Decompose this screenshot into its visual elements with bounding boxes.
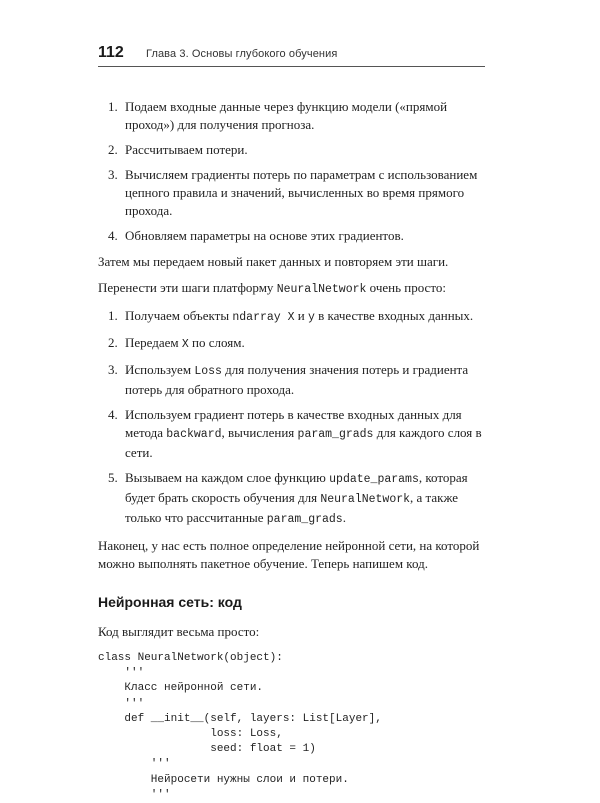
page-header	[98, 44, 485, 68]
chapter-title: Глава 3. Основы глубокого обучения	[146, 48, 338, 60]
page-number: 112	[98, 44, 124, 61]
paragraph: Наконец, у нас есть полное определение нейронной сети, на которой можно выполнять пакетное обучение. Теперь напишем код.	[98, 538, 480, 571]
list-item: 2. Рассчитываем потери.	[108, 142, 248, 157]
list-item: 4. Обновляем параметры на основе этих градиентов.	[108, 228, 404, 243]
list-item: 3. Вычисляем градиенты потерь по параметрам с использованием цепного правила и значений, вычисленных во время прямого прохода.	[108, 167, 478, 218]
list-item: 1. Получаем объекты ndarray X и y в качестве входных данных.	[108, 308, 474, 324]
paragraph: Код выглядит весьма просто:	[98, 624, 260, 639]
framework-steps-list	[98, 307, 488, 529]
paragraph: Перенести эти шаги платформу NeuralNetwork очень просто:	[98, 280, 446, 296]
list-item: 4. Используем градиент потерь в качестве входных данных для метода backward, вычисления param_grads для каждого слоя в сети.	[108, 407, 482, 460]
list-item: 1. Подаем входные данные через функцию модели («прямой проход») для получения прогноза.	[108, 99, 448, 132]
list-item: 3. Используем Loss для получения значения потерь и градиента потерь для обратного прохода.	[108, 362, 469, 397]
paragraph: Затем мы передаем новый пакет данных и повторяем эти шаги.	[98, 254, 449, 269]
list-item: 2. Передаем X по слоям.	[108, 335, 245, 351]
list-item: 5. Вызываем на каждом слое функцию update_params, которая будет брать скорость обучения для NeuralNetwork, а также только что рассчитанные param_grads.	[108, 470, 468, 526]
page-body	[98, 98, 488, 803]
header-rule	[98, 66, 485, 67]
section-heading: Нейронная сеть: код	[98, 594, 242, 610]
training-steps-list	[98, 98, 488, 245]
code-listing: class NeuralNetwork(object): ''' Класс нейронной сети. ''' def __init__(self, layers: List[Layer], loss: Loss, seed: float = 1) ''' Нейросети нужны слои и потери. '''	[98, 652, 382, 801]
